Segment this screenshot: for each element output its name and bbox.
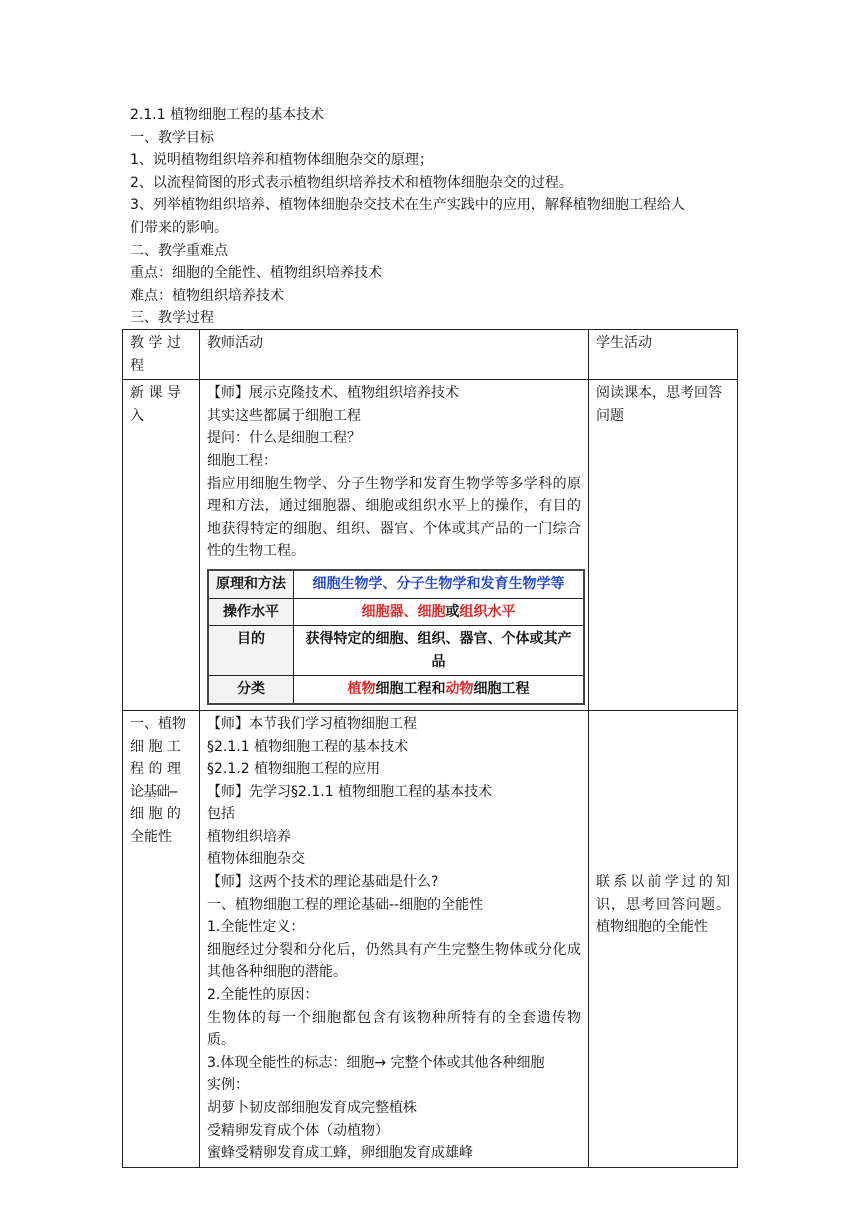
stage-line: 细 胞 的 — [130, 806, 181, 823]
stage-line: 全能性 — [130, 828, 172, 845]
teacher-line: 胡萝卜韧皮部细胞发育成完整植株 — [207, 1100, 417, 1116]
teacher-activity-cell — [200, 380, 589, 711]
teacher-line: 植物组织培养 — [207, 828, 291, 845]
teacher-line: 包括 — [207, 806, 235, 823]
header-stage — [123, 330, 200, 380]
stage-line: 论基础-- — [130, 783, 178, 800]
cell-engineering-summary-figure — [207, 569, 585, 705]
difficult-point: 难点：植物组织培养技术 — [130, 287, 284, 304]
table-row — [123, 710, 738, 1167]
teacher-line: 受精卵发育成个体（动植物） — [207, 1122, 389, 1139]
summary-key: 分类 — [208, 676, 294, 704]
student-line: 联系以前学过的知识，思考回答问题。植物细胞的全能性 — [596, 873, 730, 936]
header-stage-line-2: 程 — [130, 357, 144, 374]
header-student-activity: 学生活动 — [589, 330, 738, 380]
teacher-activity-cell — [200, 710, 589, 1167]
summary-highlight: 动物 — [445, 681, 474, 698]
section-heading-process: 三、教学过程 — [130, 310, 214, 327]
summary-text: 细胞工程 — [473, 681, 530, 698]
lesson-process-table — [122, 329, 738, 1168]
summary-text: 或 — [445, 603, 460, 620]
teacher-line: 【师】展示克隆技术、植物组织培养技术 — [207, 385, 459, 402]
header-teacher-activity: 教师活动 — [200, 330, 589, 380]
goal-item-1: 1、说明植物组织培养和植物体细胞杂交的原理； — [130, 152, 433, 169]
teacher-line: §2.1.1 植物细胞工程的基本技术 — [207, 738, 409, 755]
stage-line: 入 — [130, 407, 144, 424]
teacher-paragraph: 细胞经过分裂和分化后，仍然具有产生完整生物体或分化成其他各种细胞的潜能。 — [207, 941, 581, 981]
teacher-line: §2.1.2 植物细胞工程的应用 — [207, 761, 381, 778]
teacher-line: 实例： — [207, 1077, 249, 1094]
summary-text: 细胞工程和 — [375, 681, 446, 698]
summary-key: 操作水平 — [208, 598, 294, 626]
goal-item-3a: 3、列举植物组织培养、植物体细胞杂交技术在生产实践中的应用，解释植物细胞工程给人 — [130, 197, 685, 214]
student-activity-cell — [589, 710, 738, 1167]
spacer — [596, 713, 730, 871]
teacher-paragraph: 生物体的每一个细胞都包含有该物种所特有的全套遗传物质。 — [207, 1009, 581, 1049]
section-heading-goals: 一、教学目标 — [130, 129, 214, 146]
student-activity-cell — [589, 380, 738, 711]
stage-cell-theory — [123, 710, 200, 1167]
summary-value — [294, 676, 585, 704]
intro-section — [130, 104, 750, 330]
header-stage-line-1: 教 学 过 — [130, 335, 181, 351]
summary-key: 原理和方法 — [208, 570, 294, 598]
stage-line: 新 课 导 — [130, 385, 181, 402]
key-point: 重点：细胞的全能性、植物组织培养技术 — [130, 265, 382, 282]
summary-value: 细胞生物学、分子生物学和发育生物学等 — [294, 570, 585, 598]
goal-item-2: 2、以流程简图的形式表示植物组织培养技术和植物体细胞杂交的过程。 — [130, 174, 573, 191]
doc-title: 2.1.1 植物细胞工程的基本技术 — [130, 107, 325, 123]
teacher-line: 一、植物细胞工程的理论基础--细胞的全能性 — [207, 896, 484, 913]
teacher-paragraph: 指应用细胞生物学、分子生物学和发育生物学等多学科的原理和方法，通过细胞器、细胞或组织水平上的操作，有目的地获得特定的细胞、组织、器官、个体或其产品的一门综合性的生物工程。 — [207, 475, 581, 560]
stage-line: 程 的 理 — [130, 761, 181, 778]
student-line: 阅读课本，思考回答问题 — [596, 385, 722, 424]
stage-line: 细 胞 工 — [130, 738, 181, 755]
stage-cell-intro — [123, 380, 200, 711]
teacher-line: 植物体细胞杂交 — [207, 851, 305, 868]
teacher-line: 3.体现全能性的标志：细胞→ 完整个体或其他各种细胞 — [207, 1054, 545, 1071]
teacher-line: 1.全能性定义： — [207, 919, 305, 936]
summary-highlight: 植物 — [347, 681, 376, 698]
summary-highlight: 细胞器、细胞 — [361, 603, 446, 620]
teacher-line: 蜜蜂受精卵发育成工蜂，卵细胞发育成雄峰 — [207, 1145, 473, 1162]
stage-line: 一、植物 — [130, 715, 186, 732]
goal-item-3b: 们带来的影响。 — [130, 219, 228, 236]
teacher-line: 2.全能性的原因： — [207, 987, 319, 1004]
teacher-line: 其实这些都属于细胞工程 — [207, 407, 361, 424]
section-heading-key-points: 二、教学重难点 — [130, 242, 228, 259]
teacher-line: 提问：什么是细胞工程？ — [207, 430, 361, 447]
summary-highlight: 组织水平 — [459, 603, 516, 620]
teacher-line: 细胞工程： — [207, 452, 277, 469]
summary-value: 获得特定的细胞、组织、器官、个体或其产品 — [294, 626, 585, 676]
summary-value — [294, 598, 585, 626]
teacher-line: 【师】先学习§2.1.1 植物细胞工程的基本技术 — [207, 783, 493, 800]
table-header-row — [123, 330, 738, 380]
teacher-line: 【师】本节我们学习植物细胞工程 — [207, 715, 417, 732]
table-row — [123, 380, 738, 711]
teacher-line: 【师】这两个技术的理论基础是什么? — [207, 874, 439, 891]
summary-key: 目的 — [208, 626, 294, 676]
